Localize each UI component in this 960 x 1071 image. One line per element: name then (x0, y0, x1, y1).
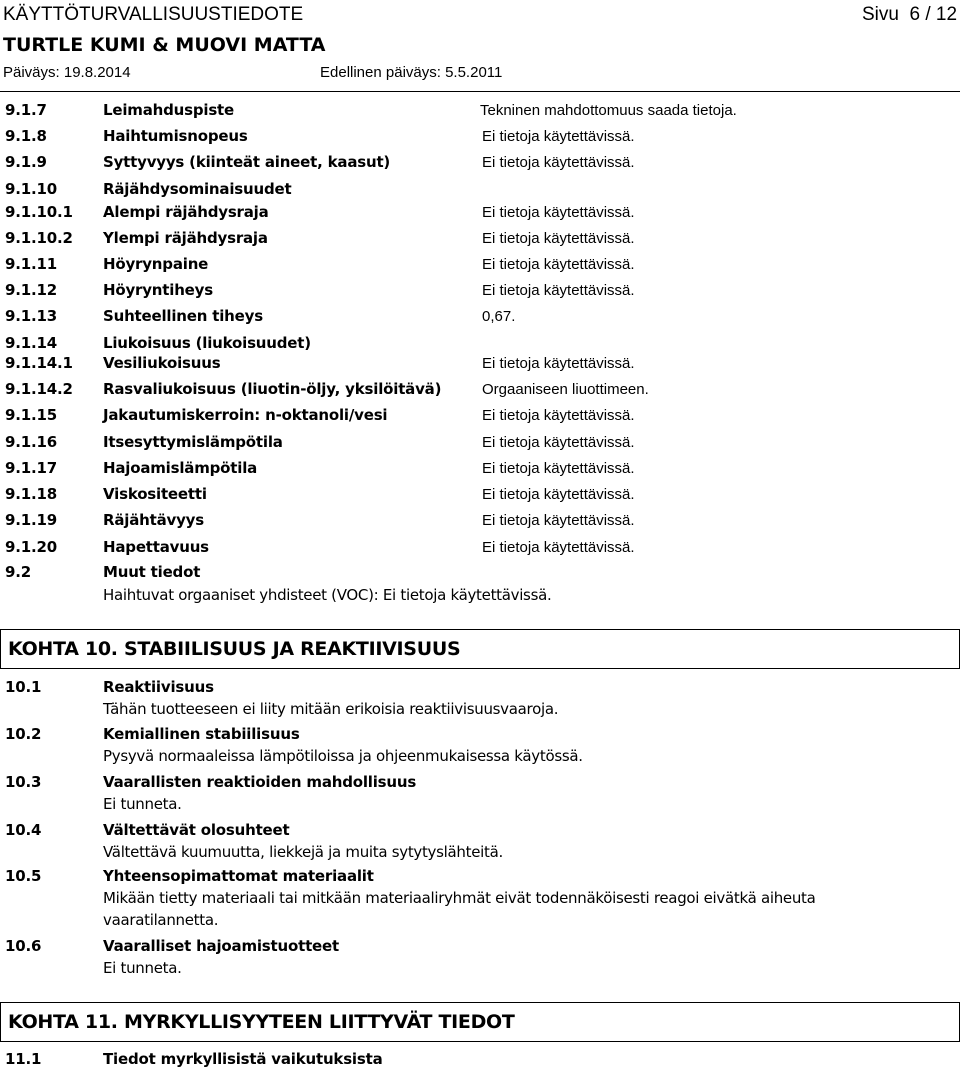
property-label: Leimahduspiste (103, 101, 234, 119)
property-value: Ei tietoja käytettävissä. (482, 282, 635, 299)
property-number: 9.1.10.1 (5, 203, 73, 221)
product-name: TURTLE KUMI & MUOVI MATTA (3, 34, 326, 56)
property-number: 9.1.14.2 (5, 380, 73, 398)
property-label: Räjähtävyys (103, 511, 204, 529)
property-label: Ylempi räjähdysraja (103, 229, 268, 247)
property-number: 9.1.9 (5, 153, 47, 171)
property-value: Ei tietoja käytettävissä. (482, 539, 635, 556)
section-9-2-number: 9.2 (5, 563, 31, 581)
document-date: Päiväys: 19.8.2014 (3, 64, 131, 81)
property-label: Syttyvyys (kiinteät aineet, kaasut) (103, 153, 391, 171)
property-number: 9.1.10.2 (5, 229, 73, 247)
item-label: Kemiallinen stabiilisuus (103, 725, 300, 743)
property-value: Ei tietoja käytettävissä. (482, 128, 635, 145)
property-label: Höyryntiheys (103, 281, 213, 299)
item-text: Tähän tuotteeseen ei liity mitään erikoisia reaktiivisuusvaaroja. (103, 700, 559, 718)
item-number: 10.1 (5, 678, 42, 696)
item-text: Mikään tietty materiaali tai mitkään materiaaliryhmät eivät todennäköisesti reagoi eivätkä aiheuta (103, 889, 816, 907)
item-label: Reaktiivisuus (103, 678, 214, 696)
property-label: Hajoamislämpötila (103, 459, 258, 477)
item-text: vaaratilannetta. (103, 911, 219, 929)
property-value: 0,67. (482, 308, 516, 325)
property-number: 9.1.8 (5, 127, 47, 145)
item-label: Vältettävät olosuhteet (103, 821, 290, 839)
property-value: Orgaaniseen liuottimeen. (482, 381, 649, 398)
property-label: Itsesyttymislämpötila (103, 433, 283, 451)
property-label: Suhteellinen tiheys (103, 307, 263, 325)
header-divider (0, 91, 960, 92)
property-value: Ei tietoja käytettävissä. (482, 407, 635, 424)
item-number: 10.3 (5, 773, 42, 791)
item-label: Tiedot myrkyllisistä vaikutuksista (103, 1050, 383, 1068)
property-number: 9.1.18 (5, 485, 57, 503)
property-number: 9.1.10 (5, 180, 57, 198)
property-number: 9.1.20 (5, 538, 57, 556)
property-number: 9.1.13 (5, 307, 57, 325)
property-label: Viskositeetti (103, 485, 207, 503)
property-value: Ei tietoja käytettävissä. (482, 230, 635, 247)
property-number: 9.1.14 (5, 334, 57, 352)
item-text: Ei tunneta. (103, 959, 182, 977)
item-number: 10.2 (5, 725, 42, 743)
item-number: 10.5 (5, 867, 42, 885)
property-number: 9.1.12 (5, 281, 57, 299)
property-value: Ei tietoja käytettävissä. (482, 204, 635, 221)
property-value: Ei tietoja käytettävissä. (482, 256, 635, 273)
item-number: 11.1 (5, 1050, 42, 1068)
property-value: Tekninen mahdottomuus saada tietoja. (480, 102, 737, 119)
item-label: Vaarallisten reaktioiden mahdollisuus (103, 773, 417, 791)
item-text: Pysyvä normaaleissa lämpötiloissa ja ohjeenmukaisessa käytössä. (103, 747, 583, 765)
property-value: Ei tietoja käytettävissä. (482, 154, 635, 171)
section-9-2-label: Muut tiedot (103, 563, 201, 581)
property-label: Höyrynpaine (103, 255, 209, 273)
property-number: 9.1.14.1 (5, 354, 73, 372)
section-10-title: KOHTA 10. STABIILISUUS JA REAKTIIVISUUS (8, 638, 461, 660)
section-10-header (0, 629, 960, 669)
section-11-title: KOHTA 11. MYRKYLLISYYTEEN LIITTYVÄT TIEDOT (8, 1011, 515, 1033)
property-value: Ei tietoja käytettävissä. (482, 355, 635, 372)
property-label: Alempi räjähdysraja (103, 203, 269, 221)
section-9-2-text: Haihtuvat orgaaniset yhdisteet (VOC): Ei tietoja käytettävissä. (103, 586, 552, 604)
property-value: Ei tietoja käytettävissä. (482, 486, 635, 503)
page-number: Sivu 6 / 12 (862, 4, 958, 25)
item-label: Vaaralliset hajoamistuotteet (103, 937, 339, 955)
property-label: Jakautumiskerroin: n-oktanoli/vesi (103, 406, 388, 424)
property-value: Ei tietoja käytettävissä. (482, 512, 635, 529)
property-number: 9.1.11 (5, 255, 57, 273)
property-value: Ei tietoja käytettävissä. (482, 434, 635, 451)
property-label: Liukoisuus (liukoisuudet) (103, 334, 311, 352)
property-label: Räjähdysominaisuudet (103, 180, 292, 198)
property-label: Hapettavuus (103, 538, 209, 556)
property-number: 9.1.7 (5, 101, 47, 119)
property-value: Ei tietoja käytettävissä. (482, 460, 635, 477)
property-number: 9.1.17 (5, 459, 57, 477)
property-label: Vesiliukoisuus (103, 354, 221, 372)
property-number: 9.1.19 (5, 511, 57, 529)
property-number: 9.1.16 (5, 433, 57, 451)
property-label: Haihtumisnopeus (103, 127, 248, 145)
document-title: KÄYTTÖTURVALLISUUSTIEDOTE (3, 4, 304, 25)
item-text: Vältettävä kuumuutta, liekkejä ja muita sytytyslähteitä. (103, 843, 503, 861)
property-number: 9.1.15 (5, 406, 57, 424)
item-number: 10.4 (5, 821, 42, 839)
previous-date: Edellinen päiväys: 5.5.2011 (320, 64, 503, 81)
property-label: Rasvaliukoisuus (liuotin-öljy, yksilöitävä) (103, 380, 442, 398)
section-11-header (0, 1002, 960, 1042)
item-label: Yhteensopimattomat materiaalit (103, 867, 374, 885)
item-number: 10.6 (5, 937, 42, 955)
item-text: Ei tunneta. (103, 795, 182, 813)
